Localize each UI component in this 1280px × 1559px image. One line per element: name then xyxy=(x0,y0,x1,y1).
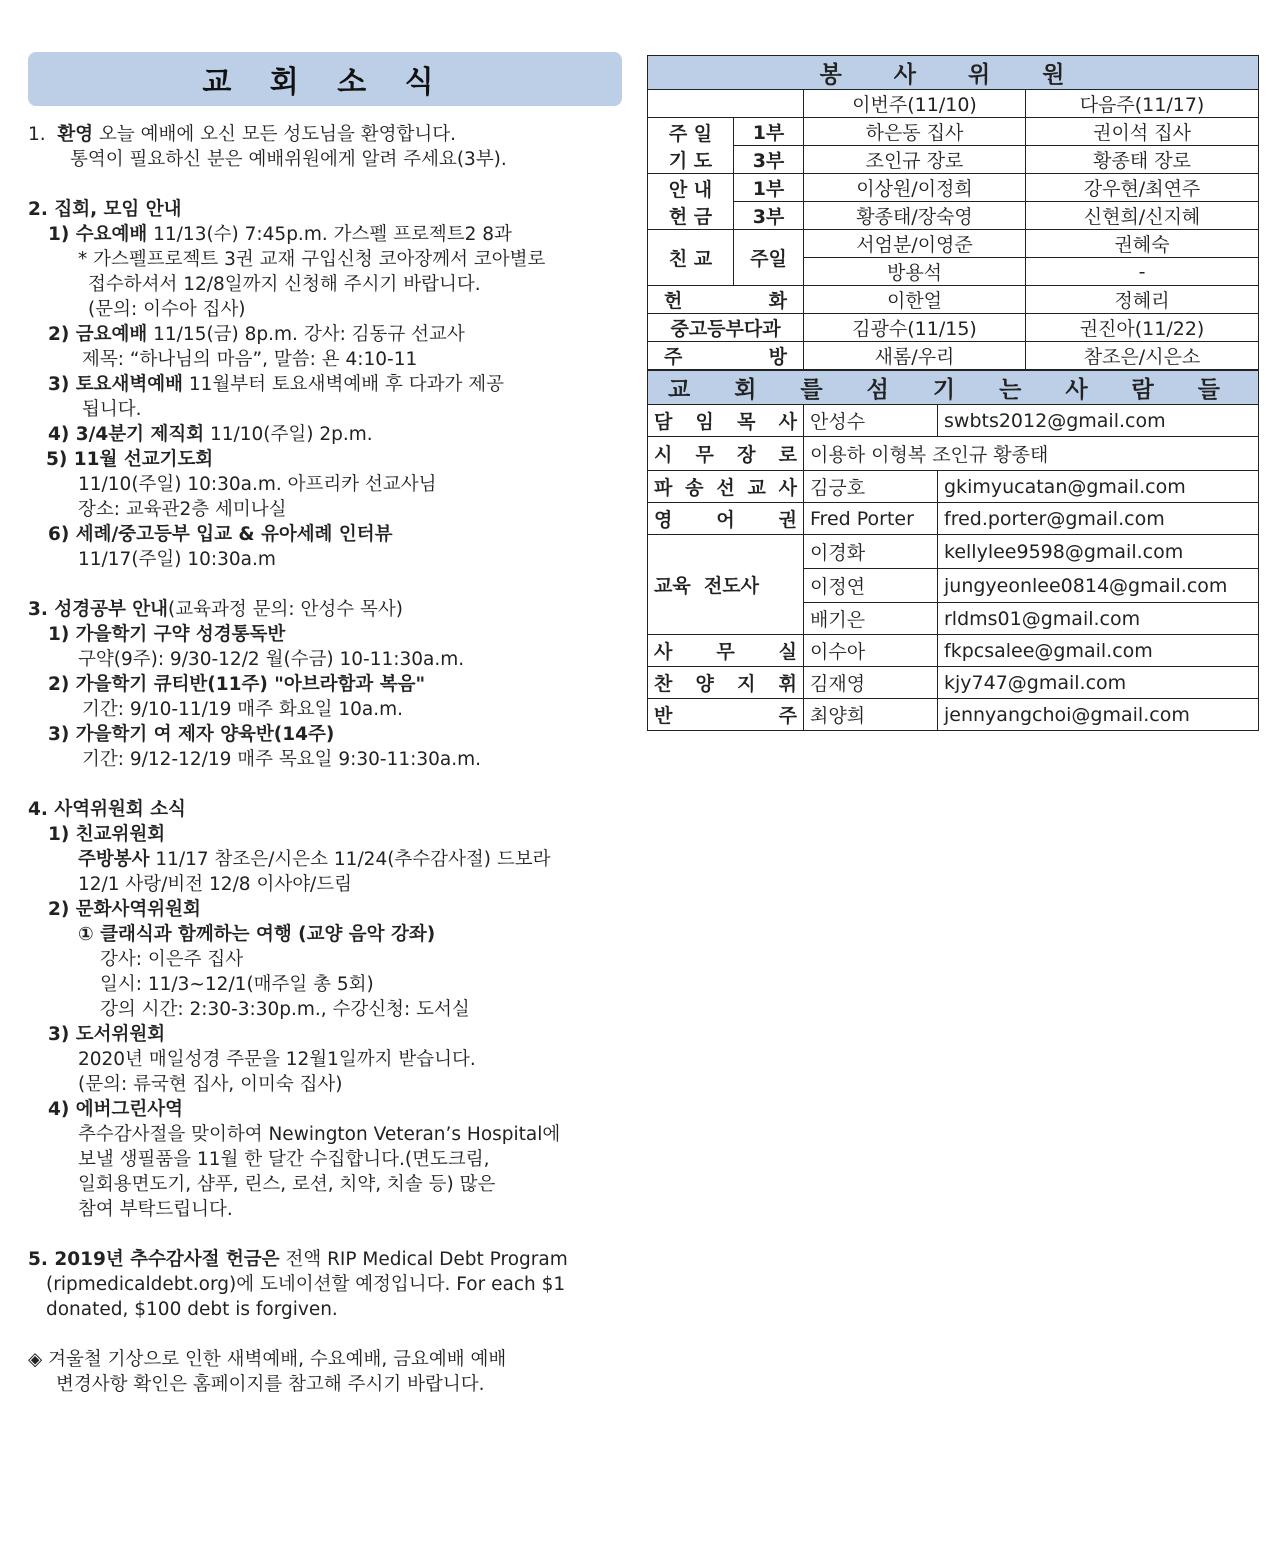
news-line: donated, $100 debt is forgiven. xyxy=(46,1299,338,1320)
senior-pastor-name: 안성수 xyxy=(804,405,938,437)
office-name: 이수아 xyxy=(804,635,938,667)
news-line: 접수하셔서 12/8일까지 신청해 주시기 바랍니다. xyxy=(88,274,481,295)
senior-pastor-email[interactable]: swbts2012@gmail.com xyxy=(938,405,1259,437)
news-line: 제목: “하나님의 마음”, 말씀: 욘 4:10-11 xyxy=(82,349,418,370)
news-line: 5) 11월 선교기도회 xyxy=(46,449,214,470)
news-line: 4) 에버그린사역 xyxy=(48,1099,183,1120)
prayer-3-next: 황종태 장로 xyxy=(1026,146,1259,174)
news-line: 1) 가을학기 구약 성경통독반 xyxy=(48,624,286,645)
elders-label: 시 무 장 로 xyxy=(648,437,804,471)
accompanist-label: 반 주 xyxy=(648,699,804,731)
church-news-section xyxy=(28,52,628,1397)
news-line: 3) 가을학기 여 제자 양육반(14주) xyxy=(48,724,335,745)
news-line: 강사: 이은주 집사 xyxy=(100,949,244,970)
elders-names: 이용하 이형복 조인규 황종태 xyxy=(804,437,1259,471)
kitchen-next: 참조은/시은소 xyxy=(1026,342,1259,370)
missionary-name: 김긍호 xyxy=(804,471,938,503)
this-week-header: 이번주(11/10) xyxy=(804,90,1026,118)
flower-next: 정혜리 xyxy=(1026,286,1259,314)
prayer-label: 주 일 기 도 xyxy=(648,118,734,174)
part-label: 3부 xyxy=(734,146,804,174)
news-line: 주방봉사 11/17 참조은/시은소 11/24(추수감사절) 드보라 xyxy=(78,849,551,870)
news-heading: 4. 사역위원회 소식 xyxy=(28,799,186,820)
prayer-3-this: 조인규 장로 xyxy=(804,146,1026,174)
edu-name: 이정연 xyxy=(804,569,938,603)
news-line: (문의: 류국현 집사, 이미숙 집사) xyxy=(78,1074,343,1095)
news-line: 통역이 필요하신 분은 예배위원에게 알려 주세요(3부). xyxy=(70,149,507,170)
news-line: 강의 시간: 2:30-3:30p.m., 수강신청: 도서실 xyxy=(100,999,470,1020)
news-heading: 3. 성경공부 안내(교육과정 문의: 안성수 목사) xyxy=(28,599,403,620)
youth-next: 권진아(11/22) xyxy=(1026,314,1259,342)
choir-name: 김재영 xyxy=(804,667,938,699)
flower-label: 헌 화 xyxy=(648,286,804,314)
kitchen-this: 새롬/우리 xyxy=(804,342,1026,370)
choir-label: 찬 양 지 휘 xyxy=(648,667,804,699)
service-section xyxy=(647,55,1258,731)
english-ministry-name: Fred Porter xyxy=(804,503,938,535)
edu-name: 이경화 xyxy=(804,535,938,569)
news-line: 3) 도서위원회 xyxy=(48,1024,166,1045)
news-line: * 가스펠프로젝트 3권 교재 구입신청 코아장께서 코아별로 xyxy=(78,249,546,270)
news-line: 구약(9주): 9/30-12/2 월(수금) 10-11:30a.m. xyxy=(78,649,465,670)
news-line: 2) 가을학기 큐티반(11주) "아브라함과 복음" xyxy=(48,674,426,695)
news-line: 기간: 9/12-12/19 매주 목요일 9:30-11:30a.m. xyxy=(82,749,482,770)
fellowship-a-next: 권혜숙 xyxy=(1026,230,1259,258)
news-line: 2) 문화사역위원회 xyxy=(48,899,201,920)
news-line: 11/10(주일) 10:30a.m. 아프리카 선교사님 xyxy=(78,474,437,495)
church-news-title: 교 회 소 식 xyxy=(28,52,622,106)
edu-email[interactable]: kellylee9598@gmail.com xyxy=(938,535,1259,569)
edu-name: 배기은 xyxy=(804,603,938,635)
staff-title: 교 회 를 섬 기 는 사 람 들 xyxy=(648,371,1259,405)
news-line: 2) 금요예배 11/15(금) 8p.m. 강사: 김동규 선교사 xyxy=(48,324,465,345)
edu-email[interactable]: jungyeonlee0814@gmail.com xyxy=(938,569,1259,603)
usher-label: 안 내 헌 금 xyxy=(648,174,734,230)
news-line: 일시: 11/3~12/1(매주일 총 5회) xyxy=(100,974,374,995)
accompanist-name: 최양희 xyxy=(804,699,938,731)
news-line: 11/17(주일) 10:30a.m xyxy=(78,549,276,570)
education-label: 교육 전도사 xyxy=(648,535,804,635)
news-heading: 2. 집회, 모임 안내 xyxy=(28,199,182,220)
senior-pastor-label: 담 임 목 사 xyxy=(648,405,804,437)
office-label: 사 무 실 xyxy=(648,635,804,667)
part-label: 1부 xyxy=(734,118,804,146)
news-line: 됩니다. xyxy=(82,399,142,420)
usher-3-next: 신현희/신지혜 xyxy=(1026,202,1259,230)
flower-this: 이한얼 xyxy=(804,286,1026,314)
news-line: 4) 3/4분기 제직회 11/10(주일) 2p.m. xyxy=(48,424,373,445)
news-line: (문의: 이수아 집사) xyxy=(88,299,246,320)
usher-1-next: 강우현/최연주 xyxy=(1026,174,1259,202)
news-line: 장소: 교육관2층 세미나실 xyxy=(78,499,287,520)
usher-1-this: 이상원/이정희 xyxy=(804,174,1026,202)
sunday-label: 주일 xyxy=(734,230,804,286)
english-ministry-label: 영 어 권 xyxy=(648,503,804,535)
prayer-1-this: 하은동 집사 xyxy=(804,118,1026,146)
kitchen-label: 주 방 xyxy=(648,342,804,370)
fellowship-b-next: - xyxy=(1026,258,1259,286)
part-label: 3부 xyxy=(734,202,804,230)
fellowship-b-this: 방용석 xyxy=(804,258,1026,286)
prayer-1-next: 권이석 집사 xyxy=(1026,118,1259,146)
news-line: 1) 친교위원회 xyxy=(48,824,166,845)
part-label: 1부 xyxy=(734,174,804,202)
news-line: 12/1 사랑/비전 12/8 이사야/드림 xyxy=(78,874,353,895)
news-line: 1. 환영 오늘 예배에 오신 모든 성도님을 환영합니다. xyxy=(28,124,457,145)
usher-3-this: 황종태/장숙영 xyxy=(804,202,1026,230)
news-notice: ◈ 겨울철 기상으로 인한 새벽예배, 수요예배, 금요예배 예배 xyxy=(28,1349,507,1370)
news-line: 2020년 매일성경 주문을 12월1일까지 받습니다. xyxy=(78,1049,476,1070)
news-line: 변경사항 확인은 홈페이지를 참고해 주시기 바랍니다. xyxy=(56,1374,485,1395)
news-line: 기간: 9/10-11/19 매주 화요일 10a.m. xyxy=(82,699,404,720)
missionary-label: 파 송 선 교 사 xyxy=(648,471,804,503)
fellowship-a-this: 서엄분/이영준 xyxy=(804,230,1026,258)
news-line: 1) 수요예배 11/13(수) 7:45p.m. 가스펠 프로젝트2 8과 xyxy=(48,224,512,245)
news-line: 일회용면도기, 샴푸, 린스, 로션, 치약, 치솔 등) 많은 xyxy=(78,1174,496,1195)
news-line: 6) 세례/중고등부 입교 & 유아세례 인터뷰 xyxy=(48,524,393,545)
news-line: ① 클래식과 함께하는 여행 (교양 음악 강좌) xyxy=(78,924,436,945)
choir-email[interactable]: kjy747@gmail.com xyxy=(938,667,1259,699)
news-line: 보낼 생필품을 11월 한 달간 수집합니다.(면도크림, xyxy=(78,1149,490,1170)
english-ministry-email[interactable]: fred.porter@gmail.com xyxy=(938,503,1259,535)
missionary-email[interactable]: gkimyucatan@gmail.com xyxy=(938,471,1259,503)
church-news-body xyxy=(28,122,628,1397)
edu-email[interactable]: rldms01@gmail.com xyxy=(938,603,1259,635)
news-line: 3) 토요새벽예배 11월부터 토요새벽예배 후 다과가 제공 xyxy=(48,374,505,395)
fellowship-label: 친 교 xyxy=(648,230,734,286)
news-line: 참여 부탁드립니다. xyxy=(78,1199,233,1220)
staff-table xyxy=(647,370,1259,731)
news-line: (ripmedicaldebt.org)에 도네이션할 예정입니다. For each $1 xyxy=(46,1274,566,1295)
youth-this: 김광수(11/15) xyxy=(804,314,1026,342)
youth-snack-label: 중고등부다과 xyxy=(648,314,804,342)
office-email[interactable]: fkpcsalee@gmail.com xyxy=(938,635,1259,667)
service-title: 봉 사 위 원 xyxy=(648,56,1259,90)
next-week-header: 다음주(11/17) xyxy=(1026,90,1259,118)
news-line: 추수감사절을 맞이하여 Newington Veteran’s Hospital에 xyxy=(78,1124,561,1145)
news-heading: 5. 2019년 추수감사절 헌금은 전액 RIP Medical Debt Program xyxy=(28,1249,568,1270)
accompanist-email[interactable]: jennyangchoi@gmail.com xyxy=(938,699,1259,731)
service-table xyxy=(647,55,1259,370)
